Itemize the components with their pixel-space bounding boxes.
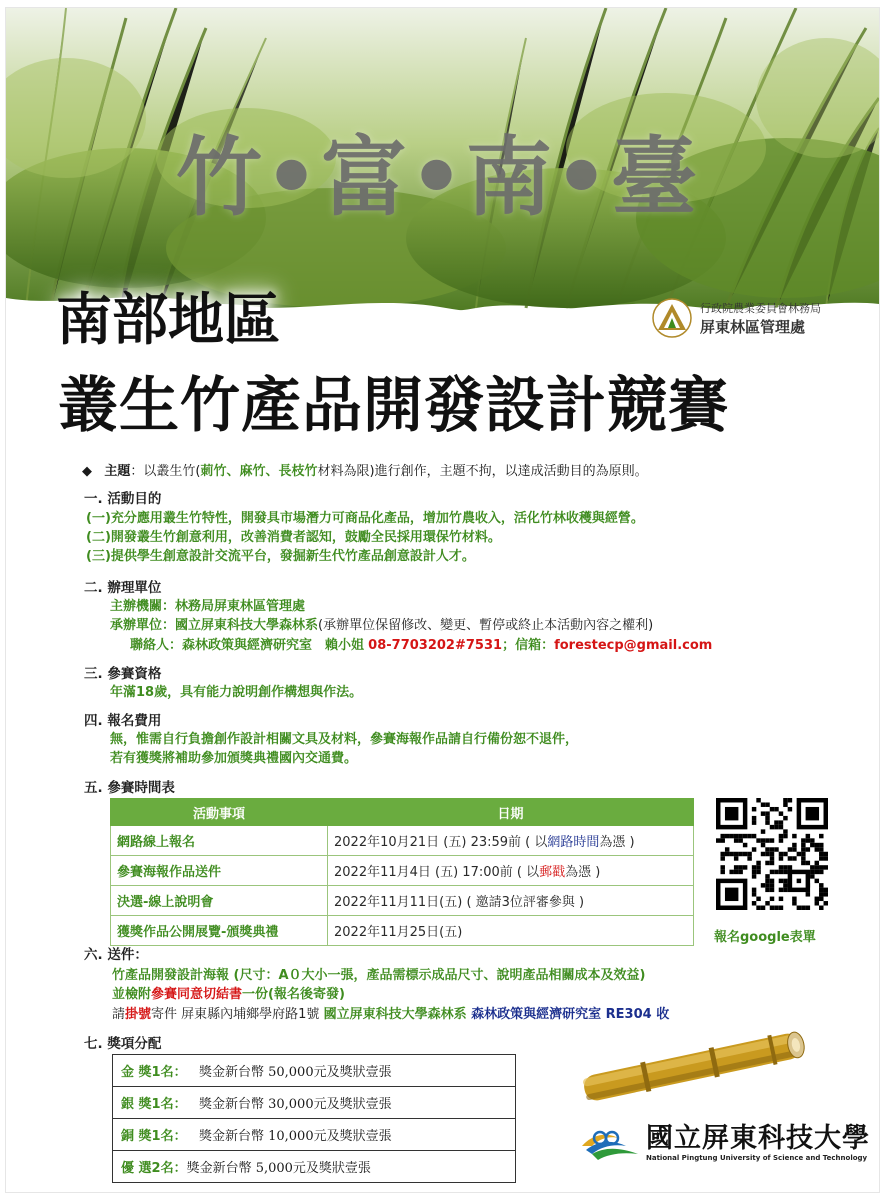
prize-table [112,1054,516,1183]
section-organizer-heading: 二. 辦理單位 [84,580,162,596]
sub3-room: 森林政策與經濟研究室 RE304 收 [466,1007,670,1022]
theme-materials: 莿竹、麻竹、長枝竹 [200,464,318,479]
date-cell: 2022年11月11日(五) ( 邀請3位評審參與 ) [328,886,694,916]
col-date: 日期 [328,799,694,826]
section-eligibility-heading: 三. 參賽資格 [84,666,162,682]
sub3-address: 寄件 屏東縣內埔鄉學府路1號 [151,1007,324,1022]
sub2-b: 一份(報名後寄發) [242,987,345,1002]
eligibility-line: 年滿18歲，具有能力說明創作構想與作法。 [110,685,363,700]
prize-desc: 獎金新台幣 5,000元及獎狀壹張 [186,1161,371,1176]
theme-post: 材料為限)進行創作，主題不拘，以達成活動目的為原則。 [317,464,648,479]
date-highlight: 網路時間 [547,835,600,850]
co-organizer-line [110,614,653,633]
prize-place: 銀 獎1名： [121,1097,187,1112]
co-value: 國立屏東科技大學森林系 [175,618,319,633]
sub3-a: 請 [112,1007,126,1022]
university-name: 國立屏東科技大學 [646,1123,870,1154]
section-purpose-heading: 一. 活動目的 [84,491,162,507]
contact-label: 聯絡人： [130,638,183,653]
purpose-line-3: (三)提供學生創意設計交流平台，發掘新生代竹產品創意設計人才。 [86,549,475,564]
theme-pre: ：以叢生竹( [130,464,201,479]
prize-place: 銅 獎1名： [121,1129,187,1144]
activity-cell: 參賽海報作品送件 [111,856,328,886]
table-row [111,916,694,946]
mail-label: ；信箱： [502,638,555,653]
purpose-line-2: (二)開發叢生竹創意利用，改善消費者認知，鼓勵全民採用環保竹材料。 [86,530,501,545]
prize-cell [113,1151,516,1183]
contact-phone: 08-7703202#7531 [368,638,503,653]
contact-line [130,634,712,653]
prize-place: 金 獎1名： [121,1065,187,1080]
forestry-bureau-logo-icon [652,298,692,338]
table-row [113,1151,516,1183]
section-schedule-heading: 五. 參賽時間表 [84,780,175,796]
agency-parent: 行政院農業委員會林務局 [700,302,821,315]
host-value: 林務局屏東林區管理處 [175,599,306,614]
co-label: 承辦單位： [110,618,176,633]
section-submission-heading: 六. 送件： [84,947,148,963]
npust-emblem-icon [578,1116,642,1160]
fee-line-1: 無，惟需自行負擔創作設計相關文具及材料，參賽海報作品請自行備份恕不退件， [110,732,579,747]
agency-block [652,298,852,344]
activity-cell: 決選-線上說明會 [111,886,328,916]
contact-email: forestecp@gmail.com [554,638,713,653]
activity-cell: 網路線上報名 [111,826,328,856]
col-activity: 活動事項 [111,799,328,826]
section-fee-heading: 四. 報名費用 [84,713,162,729]
activity-cell: 獲獎作品公開展覽-頒獎典禮 [111,916,328,946]
university-logo [578,1116,870,1176]
qr-label: 報名google表單 [714,930,816,945]
prize-desc: 獎金新台幣 10,000元及獎狀壹張 [198,1129,392,1144]
contest-title: 叢生竹產品開發設計競賽 [58,371,729,441]
contact-value: 森林政策與經濟研究室 賴小姐 [182,638,365,653]
date-text: 2022年10月21日 (五) 23:59前 ( 以 [334,835,548,850]
date-text-end: 為憑 ) [599,835,635,850]
submission-line-1: 竹產品開發設計海報 (尺寸：A０大小一張，產品需標示成品尺寸、說明產品相關成本及效益) [112,968,646,983]
prize-desc: 獎金新台幣 30,000元及獎狀壹張 [198,1097,392,1112]
region-title: 南部地區 [56,288,280,353]
co-note: (承辦單位保留修改、變更、暫停或終止本活動內容之權利) [318,618,654,633]
schedule-table [110,798,694,946]
theme-label: 主題 [104,464,131,479]
table-row [113,1055,516,1087]
date-cell [328,826,694,856]
schedule-header-row [111,799,694,826]
university-english-name: National Pingtung University of Science and Technology [646,1154,868,1162]
agency-name: 屏東林區管理處 [700,318,806,336]
diamond-bullet-icon: ◆ [82,464,92,479]
date-cell [328,856,694,886]
date-cell: 2022年11月25日(五) [328,916,694,946]
table-row [111,856,694,886]
prize-place: 優 選2名： [121,1161,187,1176]
submission-line-2 [112,983,345,1002]
registration-qr-code-icon[interactable] [716,798,828,910]
prize-cell [113,1087,516,1119]
date-text: 2022年11月4日 (五) 17:00前 ( 以 [334,865,540,880]
main-title: 竹•富•南•臺 [176,127,699,228]
purpose-line-1: (一)充分應用叢生竹特性，開發具市場潛力可商品化產品，增加竹農收入，活化竹林收穫與經營。 [86,511,644,526]
section-prizes-heading: 七. 獎項分配 [84,1036,162,1052]
poster [6,8,879,1192]
prize-cell [113,1055,516,1087]
sub3-dept: 國立屏東科技大學森林系 [323,1007,467,1022]
host-line [110,595,305,614]
table-row [111,886,694,916]
table-row [111,826,694,856]
date-text-end: 為憑 ) [565,865,601,880]
date-highlight: 郵戳 [539,865,566,880]
table-row [113,1087,516,1119]
host-label: 主辦機關： [110,599,176,614]
consent-form: 參賽同意切結書 [151,987,243,1002]
sub2-a: 並檢附 [112,987,152,1002]
fee-line-2: 若有獲獎將補助參加頒獎典禮國內交通費。 [110,751,358,766]
prize-cell [113,1119,516,1151]
table-row [113,1119,516,1151]
prize-desc: 獎金新台幣 50,000元及獎狀壹張 [198,1065,392,1080]
registered-mail: 掛號 [125,1007,152,1022]
theme-line [82,460,648,479]
bamboo-pole-illustration [572,1018,812,1114]
